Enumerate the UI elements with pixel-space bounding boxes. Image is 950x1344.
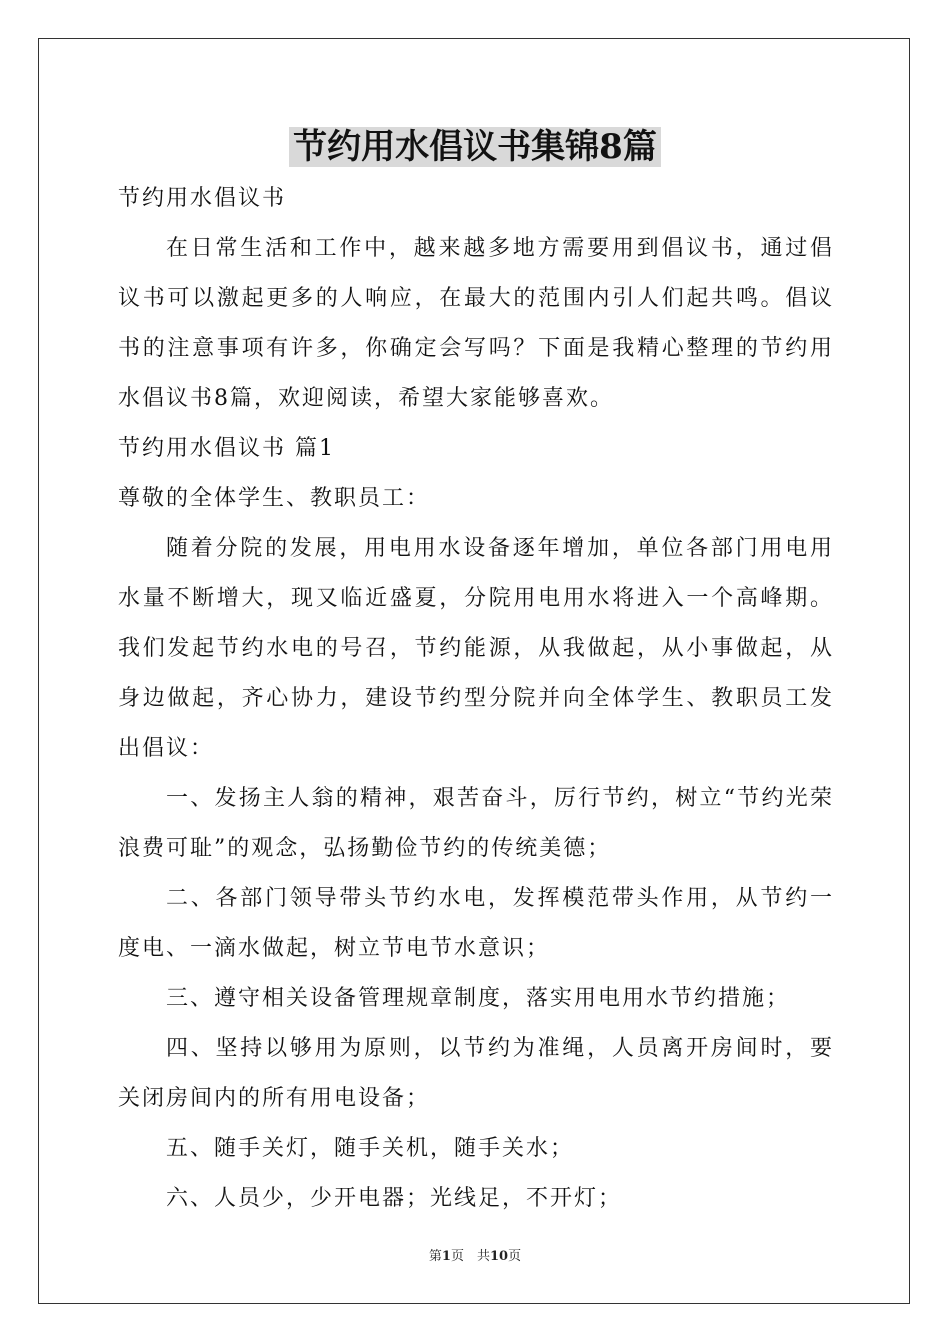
paragraph-item-4: 四、坚持以够用为原则，以节约为准绳，人员离开房间时，要关闭房间内的所有用电设备； — [118, 1036, 834, 1111]
paragraph-item-1: 一、发扬主人翁的精神，艰苦奋斗，厉行节约，树立“节约光荣浪费可耻”的观念，弘扬勤俭节约的传统美德； — [118, 786, 834, 861]
footer-total-pages: 10 — [489, 1249, 509, 1264]
footer-current-page: 1 — [441, 1249, 451, 1264]
paragraph-item-2: 二、各部门领导带头节约水电，发挥模范带头作用，从节约一度电、一滴水做起，树立节电节水意识； — [118, 886, 834, 961]
paragraph-section-heading: 节约用水倡议书 篇1 — [118, 436, 335, 461]
document-title — [0, 122, 950, 172]
paragraph-body: 随着分院的发展，用电用水设备逐年增加，单位各部门用电用水量不断增大，现又临近盛夏，分院用电用水将进入一个高峰期。我们发起节约水电的号召，节约能源，从我做起，从小事做起，从身边做起，齐心协力，建设节约型分院并向全体学生、教职员工发出倡议： — [118, 536, 834, 761]
paragraph-intro: 在日常生活和工作中，越来越多地方需要用到倡议书，通过倡议书可以激起更多的人响应，在最大的范围内引人们起共鸣。倡议书的注意事项有许多，你确定会写吗？下面是我精心整理的节约用水倡议书8篇，欢迎阅读，希望大家能够喜欢。 — [118, 236, 834, 411]
document-title-text: 节约用水倡议书集锦8篇 — [289, 127, 661, 167]
paragraph-heading: 节约用水倡议书 — [118, 186, 287, 211]
footer-page-prefix: 第 — [428, 1249, 442, 1264]
footer-page-mid: 页 共 — [450, 1249, 490, 1264]
paragraph-item-6: 六、人员少，少开电器；光线足，不开灯； — [166, 1186, 623, 1211]
paragraph-item-5: 五、随手关灯，随手关机，随手关水； — [166, 1136, 575, 1161]
paragraph-salutation: 尊敬的全体学生、教职员工： — [118, 486, 431, 511]
footer-page-suffix: 页 — [508, 1249, 522, 1264]
page-footer — [0, 1248, 950, 1266]
document-body — [118, 174, 834, 1224]
paragraph-item-3: 三、遵守相关设备管理规章制度，落实用电用水节约措施； — [166, 986, 791, 1011]
